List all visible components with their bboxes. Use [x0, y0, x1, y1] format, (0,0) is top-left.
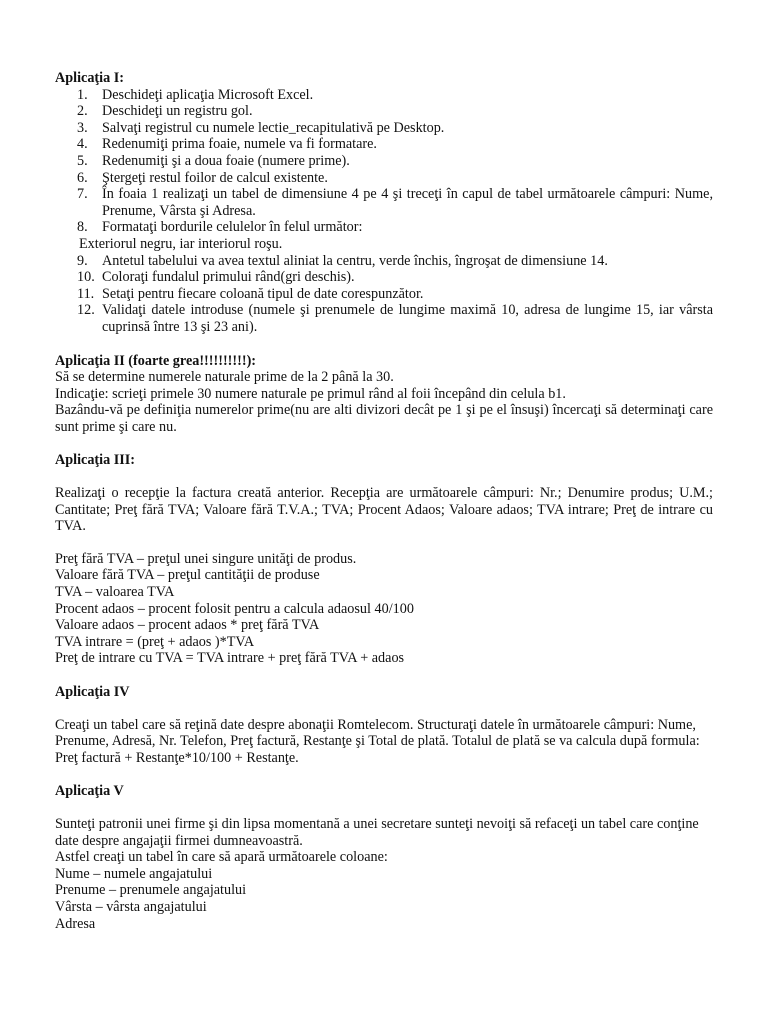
- item-text: Deschideţi un registru gol.: [102, 103, 253, 120]
- list-item-note: [55, 236, 713, 253]
- item-text: Redenumiţi prima foaie, numele va fi formatare.: [102, 136, 377, 153]
- app3-definition: Valoare adaos – procent adaos * preţ fără TVA: [55, 617, 320, 634]
- item-text: Redenumiţi şi a doua foaie (numere prime).: [102, 152, 350, 169]
- item-text: Formataţi bordurile celulelor în felul următor:: [102, 219, 363, 236]
- item-number: 7.: [77, 186, 88, 203]
- app3-definition: Valoare fără TVA – preţul cantităţii de produse: [55, 567, 320, 584]
- app1-section: [55, 70, 713, 336]
- app2-heading: Aplicaţia II (foarte grea!!!!!!!!!!):: [55, 352, 257, 369]
- spacer: [55, 336, 713, 353]
- item-text: Coloraţi fundalul primului rând(gri deschis).: [102, 269, 355, 286]
- list-item: [55, 153, 713, 170]
- list-item: [55, 286, 713, 303]
- app5-heading: Aplicaţia V: [55, 783, 124, 800]
- app3-definition: Preţ de intrare cu TVA = TVA intrare + preţ fără TVA + adaos: [55, 650, 405, 667]
- app4-section: [55, 684, 713, 766]
- list-item: [55, 302, 713, 335]
- app5-column: Nume – numele angajatului: [55, 865, 213, 882]
- app4-text: Creaţi un tabel care să reţină date despre abonaţii Romtelecom. Structuraţi datele în următoarele câmpuri: Nume, Prenume, Adresă, Nr. Telefon, Preţ factură, Restanţe şi Total de plată. Totalul de plată se va calcula după formula: Preţ factură + Restanţe*10/100 + Restanţe.: [55, 716, 700, 766]
- list-item: [55, 120, 713, 137]
- item-text: Deschideţi aplicaţia Microsoft Excel.: [102, 86, 314, 103]
- item-number: 9.: [77, 252, 88, 269]
- item-text: Exteriorul negru, iar interiorul roşu.: [79, 235, 283, 252]
- spacer: [55, 800, 713, 816]
- item-text: Ştergeţi restul foilor de calcul existente.: [102, 169, 328, 186]
- list-item: [55, 186, 713, 219]
- app3-definition: TVA intrare = (preţ + adaos )*TVA: [55, 633, 255, 650]
- app1-heading: Aplicaţia I:: [55, 70, 124, 86]
- app5-column: Vârsta – vârsta angajatului: [55, 898, 207, 915]
- spacer: [55, 435, 713, 452]
- app2-line1: Să se determine numerele naturale prime de la 2 până la 30.: [55, 369, 394, 386]
- item-number: 12.: [77, 302, 95, 319]
- item-number: 1.: [77, 86, 88, 103]
- document-page: [55, 70, 713, 932]
- item-text: În foaia 1 realizaţi un tabel de dimensiune 4 pe 4 şi treceţi în capul de tabel următoarele câmpuri: Nume, Prenume, Vârsta şi Adresa.: [102, 186, 713, 219]
- item-number: 8.: [77, 219, 88, 236]
- app3-definition: TVA – valoarea TVA: [55, 584, 175, 601]
- app3-definition: Preţ fără TVA – preţul unei singure unităţi de produs.: [55, 550, 357, 567]
- list-item: [55, 269, 713, 286]
- spacer: [55, 766, 713, 783]
- item-number: 11.: [77, 285, 95, 302]
- app5-column: Adresa: [55, 915, 96, 932]
- app4-heading: Aplicaţia IV: [55, 684, 130, 700]
- spacer: [55, 701, 713, 717]
- app3-definition: Procent adaos – procent folosit pentru a calcula adaosul 40/100: [55, 600, 414, 617]
- spacer: [55, 667, 713, 684]
- item-number: 10.: [77, 269, 95, 286]
- app5-intro: Sunteţi patronii unei firme şi din lipsa momentană a unei secretare sunteţi nevoiţi să refaceţi un tabel care conţine date despre angajaţii firmei dumneavoastră.: [55, 815, 699, 849]
- app3-heading: Aplicaţia III:: [55, 452, 136, 469]
- item-text: Validaţi datele introduse (numele şi prenumele de lungime maximă 10, adresa de lungime 15, iar vârsta cuprinsă între 13 şi 23 ani).: [102, 302, 713, 335]
- item-text: Setaţi pentru fiecare coloană tipul de date corespunzător.: [102, 285, 424, 302]
- app5-line2: Astfel creaţi un tabel în care să apară următoarele coloane:: [55, 849, 388, 866]
- app2-line3: Bazându-vă pe definiţia numerelor prime(nu are alti divizori decât pe 1 şi pe el însuşi) încercaţi să determinaţi care sunt prime şi care nu.: [55, 402, 713, 435]
- list-item: [55, 219, 713, 236]
- item-text: Salvaţi registrul cu numele lectie_recapitulativă pe Desktop.: [102, 119, 445, 136]
- list-item: [55, 170, 713, 187]
- spacer: [55, 469, 713, 485]
- list-item: [55, 103, 713, 120]
- app2-section: [55, 353, 713, 436]
- app5-section: [55, 783, 713, 932]
- list-item: [55, 253, 713, 270]
- app3-intro: Realizaţi o recepţie la factura creată anterior. Recepţia are următoarele câmpuri: Nr.; Denumire produs; U.M.; Cantitate; Preţ fără TVA; Valoare fără T.V.A.; TVA; Procent Adaos; Valoare adaos; TVA intrare; Preţ de intrare cu TVA.: [55, 485, 713, 535]
- app1-steps-list: [55, 87, 713, 336]
- app3-section: [55, 452, 713, 667]
- item-number: 3.: [77, 119, 88, 136]
- spacer: [55, 535, 713, 551]
- item-text: Antetul tabelului va avea textul aliniat la centru, verde închis, îngroşat de dimensiune 14.: [102, 252, 608, 269]
- item-number: 6.: [77, 169, 88, 186]
- list-item: [55, 87, 713, 104]
- list-item: [55, 136, 713, 153]
- app5-column: Prenume – prenumele angajatului: [55, 882, 247, 899]
- app2-line2: Indicaţie: scrieţi primele 30 numere naturale pe primul rând al foii începând din celula b1.: [55, 385, 566, 402]
- item-number: 2.: [77, 103, 88, 120]
- item-number: 4.: [77, 136, 88, 153]
- item-number: 5.: [77, 152, 88, 169]
